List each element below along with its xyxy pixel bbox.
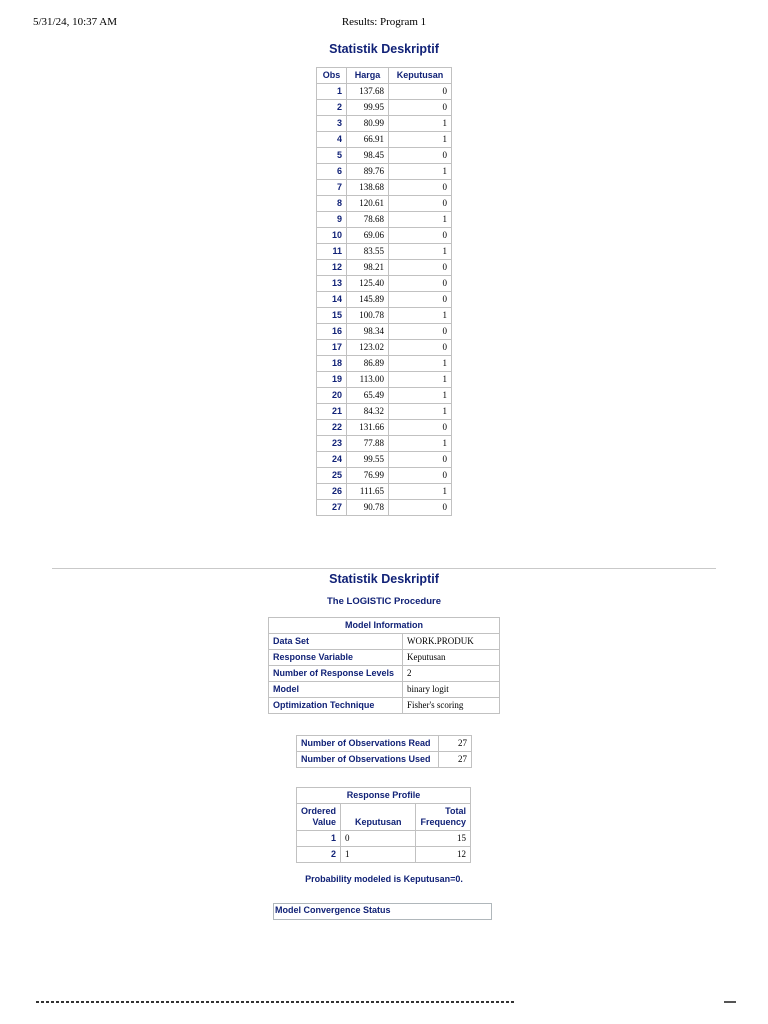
procedure-subtitle: The LOGISTIC Procedure — [326, 596, 442, 607]
column-header-keputusan: Keputusan — [389, 68, 452, 84]
ordered-value-cell: 2 — [297, 847, 341, 863]
row-value: 27 — [439, 736, 472, 752]
keputusan-cell: 0 — [341, 831, 416, 847]
column-header-total-frequency: Total Frequency — [416, 804, 471, 831]
obs-cell: 21 — [317, 404, 347, 420]
obs-cell: 13 — [317, 276, 347, 292]
table-row — [297, 736, 472, 752]
column-header-ordered-value: Ordered Value — [297, 804, 341, 831]
keputusan-cell: 0 — [389, 468, 452, 484]
table-row — [317, 180, 452, 196]
row-value: Keputusan — [403, 650, 500, 666]
row-value: WORK.PRODUK — [403, 634, 500, 650]
harga-cell: 77.88 — [347, 436, 389, 452]
table-row — [297, 752, 472, 768]
harga-cell: 98.34 — [347, 324, 389, 340]
row-label: Number of Observations Used — [297, 752, 439, 768]
keputusan-cell: 0 — [389, 420, 452, 436]
obs-cell: 24 — [317, 452, 347, 468]
obs-cell: 15 — [317, 308, 347, 324]
table-row — [269, 634, 500, 650]
table-row — [269, 650, 500, 666]
keputusan-cell: 1 — [389, 212, 452, 228]
obs-cell: 3 — [317, 116, 347, 132]
keputusan-cell: 1 — [389, 132, 452, 148]
row-value: binary logit — [403, 682, 500, 698]
row-label: Number of Observations Read — [297, 736, 439, 752]
response-profile-caption: Response Profile — [297, 788, 471, 804]
keputusan-cell: 0 — [389, 292, 452, 308]
probability-note: Probability modeled is Keputusan=0. — [305, 874, 463, 884]
table-row — [317, 116, 452, 132]
table-header-row — [317, 68, 452, 84]
convergence-caption: Model Convergence Status — [275, 905, 391, 915]
keputusan-cell: 1 — [389, 244, 452, 260]
table-row — [317, 372, 452, 388]
table-row — [317, 132, 452, 148]
harga-cell: 76.99 — [347, 468, 389, 484]
keputusan-cell: 0 — [389, 100, 452, 116]
obs-cell: 17 — [317, 340, 347, 356]
obs-cell: 19 — [317, 372, 347, 388]
table-row — [317, 148, 452, 164]
harga-cell: 98.45 — [347, 148, 389, 164]
table-row — [317, 308, 452, 324]
obs-cell: 25 — [317, 468, 347, 484]
section2-title: Statistik Deskriptif — [329, 572, 439, 586]
table-row — [317, 324, 452, 340]
row-value: 27 — [439, 752, 472, 768]
row-label: Response Variable — [269, 650, 403, 666]
table-row — [269, 666, 500, 682]
obs-cell: 9 — [317, 212, 347, 228]
frequency-cell: 15 — [416, 831, 471, 847]
table-row — [317, 260, 452, 276]
observations-data-table — [316, 67, 452, 516]
obs-cell: 27 — [317, 500, 347, 516]
table-caption-row — [297, 788, 471, 804]
keputusan-cell: 1 — [389, 484, 452, 500]
harga-cell: 100.78 — [347, 308, 389, 324]
row-value: 2 — [403, 666, 500, 682]
table-row — [317, 388, 452, 404]
keputusan-cell: 0 — [389, 228, 452, 244]
observations-table-body — [317, 84, 452, 516]
harga-cell: 123.02 — [347, 340, 389, 356]
obs-cell: 10 — [317, 228, 347, 244]
keputusan-cell: 1 — [389, 164, 452, 180]
row-label: Optimization Technique — [269, 698, 403, 714]
obs-cell: 12 — [317, 260, 347, 276]
response-profile-table — [296, 787, 471, 863]
table-row — [317, 164, 452, 180]
obs-cell: 18 — [317, 356, 347, 372]
harga-cell: 78.68 — [347, 212, 389, 228]
obs-cell: 11 — [317, 244, 347, 260]
harga-cell: 89.76 — [347, 164, 389, 180]
keputusan-cell: 0 — [389, 324, 452, 340]
keputusan-cell: 0 — [389, 84, 452, 100]
observations-count-table — [296, 735, 472, 768]
keputusan-cell: 1 — [389, 436, 452, 452]
table-row — [317, 244, 452, 260]
table-row — [317, 500, 452, 516]
model-convergence-status-table — [273, 903, 492, 920]
harga-cell: 111.65 — [347, 484, 389, 500]
table-row — [317, 468, 452, 484]
table-header-row — [297, 804, 471, 831]
keputusan-cell: 1 — [389, 116, 452, 132]
keputusan-cell: 1 — [389, 356, 452, 372]
document-title: Results: Program 1 — [341, 16, 427, 28]
table-row — [317, 84, 452, 100]
table-row — [317, 100, 452, 116]
harga-cell: 131.66 — [347, 420, 389, 436]
harga-cell: 65.49 — [347, 388, 389, 404]
section-divider — [52, 568, 716, 569]
keputusan-cell: 0 — [389, 196, 452, 212]
keputusan-cell: 0 — [389, 340, 452, 356]
harga-cell: 80.99 — [347, 116, 389, 132]
obs-cell: 14 — [317, 292, 347, 308]
obs-cell: 23 — [317, 436, 347, 452]
table-row — [317, 436, 452, 452]
harga-cell: 90.78 — [347, 500, 389, 516]
table-row — [317, 420, 452, 436]
table-row — [317, 356, 452, 372]
obs-cell: 22 — [317, 420, 347, 436]
table-caption-row — [269, 618, 500, 634]
table-row — [317, 484, 452, 500]
harga-cell: 66.91 — [347, 132, 389, 148]
harga-cell: 120.61 — [347, 196, 389, 212]
row-label: Model — [269, 682, 403, 698]
harga-cell: 113.00 — [347, 372, 389, 388]
ordered-value-cell: 1 — [297, 831, 341, 847]
harga-cell: 99.55 — [347, 452, 389, 468]
footer-page-number — [724, 1001, 736, 1003]
table-row — [297, 831, 471, 847]
obs-cell: 26 — [317, 484, 347, 500]
row-label: Data Set — [269, 634, 403, 650]
harga-cell: 98.21 — [347, 260, 389, 276]
obs-cell: 20 — [317, 388, 347, 404]
keputusan-cell: 0 — [389, 260, 452, 276]
keputusan-cell: 0 — [389, 500, 452, 516]
harga-cell: 125.40 — [347, 276, 389, 292]
model-information-table — [268, 617, 500, 714]
frequency-cell: 12 — [416, 847, 471, 863]
row-label: Number of Response Levels — [269, 666, 403, 682]
harga-cell: 138.68 — [347, 180, 389, 196]
obs-cell: 2 — [317, 100, 347, 116]
table-row — [269, 682, 500, 698]
model-information-caption: Model Information — [269, 618, 500, 634]
table-row — [269, 698, 500, 714]
harga-cell: 84.32 — [347, 404, 389, 420]
obs-cell: 6 — [317, 164, 347, 180]
harga-cell: 99.95 — [347, 100, 389, 116]
harga-cell: 145.89 — [347, 292, 389, 308]
table-row — [317, 452, 452, 468]
print-datetime: 5/31/24, 10:37 AM — [33, 16, 118, 28]
page-footer — [36, 998, 736, 1004]
section1-title: Statistik Deskriptif — [329, 42, 439, 56]
table-row — [317, 292, 452, 308]
obs-cell: 7 — [317, 180, 347, 196]
column-header-keputusan: Keputusan — [341, 804, 416, 831]
keputusan-cell: 1 — [389, 308, 452, 324]
row-value: Fisher's scoring — [403, 698, 500, 714]
obs-cell: 4 — [317, 132, 347, 148]
keputusan-cell: 0 — [389, 452, 452, 468]
harga-cell: 69.06 — [347, 228, 389, 244]
keputusan-cell: 0 — [389, 276, 452, 292]
obs-cell: 5 — [317, 148, 347, 164]
obs-cell: 8 — [317, 196, 347, 212]
table-row — [317, 276, 452, 292]
harga-cell: 137.68 — [347, 84, 389, 100]
keputusan-cell: 1 — [389, 372, 452, 388]
obs-cell: 16 — [317, 324, 347, 340]
table-row — [297, 847, 471, 863]
table-row — [317, 196, 452, 212]
obs-cell: 1 — [317, 84, 347, 100]
keputusan-cell: 0 — [389, 180, 452, 196]
table-row — [317, 340, 452, 356]
keputusan-cell: 1 — [341, 847, 416, 863]
harga-cell: 83.55 — [347, 244, 389, 260]
keputusan-cell: 1 — [389, 404, 452, 420]
keputusan-cell: 0 — [389, 148, 452, 164]
table-row — [317, 228, 452, 244]
table-row — [317, 404, 452, 420]
keputusan-cell: 1 — [389, 388, 452, 404]
table-row — [317, 212, 452, 228]
harga-cell: 86.89 — [347, 356, 389, 372]
footer-url-line — [36, 1001, 516, 1003]
column-header-obs: Obs — [317, 68, 347, 84]
column-header-harga: Harga — [347, 68, 389, 84]
